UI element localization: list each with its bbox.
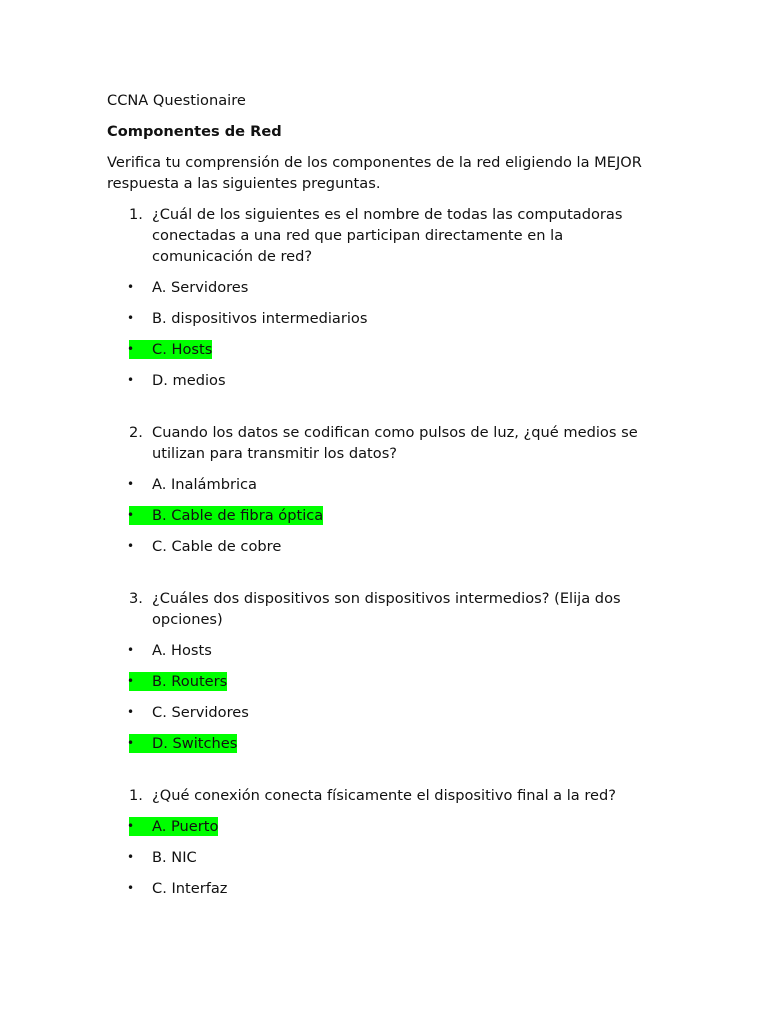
question-item xyxy=(107,422,667,464)
answer-option-correct xyxy=(107,339,667,360)
answer-option xyxy=(107,878,667,899)
bullet-icon: • xyxy=(127,736,135,750)
question-spacer xyxy=(107,567,667,588)
bullet-icon: • xyxy=(127,280,135,294)
answer-option-label: B. Routers xyxy=(152,673,228,690)
question-list xyxy=(107,204,667,899)
answer-option xyxy=(107,308,667,329)
bullet-icon: • xyxy=(127,881,135,895)
question-text: Cuando los datos se codifican como pulsos de luz, ¿qué medios se utilizan para transmitir los datos? xyxy=(152,424,638,462)
bullet-icon: • xyxy=(127,674,135,688)
answer-option-label: B. Cable de fibra óptica xyxy=(152,507,324,524)
document-page xyxy=(107,90,667,909)
question-text: ¿Cuál de los siguientes es el nombre de todas las computadoras conectadas a una red que participan directamente en la comunicación de red? xyxy=(152,206,623,265)
question-text: ¿Cuáles dos dispositivos son dispositivos intermedios? (Elija dos opciones) xyxy=(152,590,621,628)
answer-option-correct xyxy=(107,733,667,754)
answer-option-correct xyxy=(107,816,667,837)
question-spacer xyxy=(107,401,667,422)
question-spacer xyxy=(107,764,667,785)
answer-option-label: C. Interfaz xyxy=(152,880,228,897)
answer-option-label: A. Hosts xyxy=(152,642,212,659)
answer-option xyxy=(107,536,667,557)
intro-paragraph: Verifica tu comprensión de los componentes de la red eligiendo la MEJOR respuesta a las siguientes preguntas. xyxy=(107,154,642,192)
answer-option-label: A. Puerto xyxy=(152,818,219,835)
answer-option xyxy=(107,474,667,495)
answer-option xyxy=(107,702,667,723)
question-number: 1. xyxy=(129,206,143,223)
document-title: CCNA Questionaire xyxy=(107,92,246,109)
question-number: 1. xyxy=(129,787,143,804)
section-heading: Componentes de Red xyxy=(107,123,282,140)
answer-option-label: A. Servidores xyxy=(152,279,249,296)
question-item xyxy=(107,588,667,630)
answer-option-label: C. Cable de cobre xyxy=(152,538,282,555)
bullet-icon: • xyxy=(127,311,135,325)
bullet-icon: • xyxy=(127,477,135,491)
answer-option-label: C. Servidores xyxy=(152,704,249,721)
bullet-icon: • xyxy=(127,850,135,864)
answer-option-label: B. NIC xyxy=(152,849,197,866)
question-number: 2. xyxy=(129,424,143,441)
bullet-icon: • xyxy=(127,539,135,553)
answer-option-label: B. dispositivos intermediarios xyxy=(152,310,368,327)
answer-option xyxy=(107,370,667,391)
bullet-icon: • xyxy=(127,705,135,719)
bullet-icon: • xyxy=(127,373,135,387)
answer-option xyxy=(107,277,667,298)
question-text: ¿Qué conexión conecta físicamente el dispositivo final a la red? xyxy=(152,787,617,804)
answer-option-correct xyxy=(107,505,667,526)
answer-option-label: A. Inalámbrica xyxy=(152,476,257,493)
bullet-icon: • xyxy=(127,342,135,356)
answer-option-label: C. Hosts xyxy=(152,341,213,358)
bullet-icon: • xyxy=(127,508,135,522)
question-item xyxy=(107,785,667,806)
answer-option-label: D. medios xyxy=(152,372,226,389)
bullet-icon: • xyxy=(127,819,135,833)
question-item xyxy=(107,204,667,267)
answer-option-label: D. Switches xyxy=(152,735,238,752)
answer-option xyxy=(107,640,667,661)
answer-option xyxy=(107,847,667,868)
question-number: 3. xyxy=(129,590,143,607)
answer-option-correct xyxy=(107,671,667,692)
bullet-icon: • xyxy=(127,643,135,657)
